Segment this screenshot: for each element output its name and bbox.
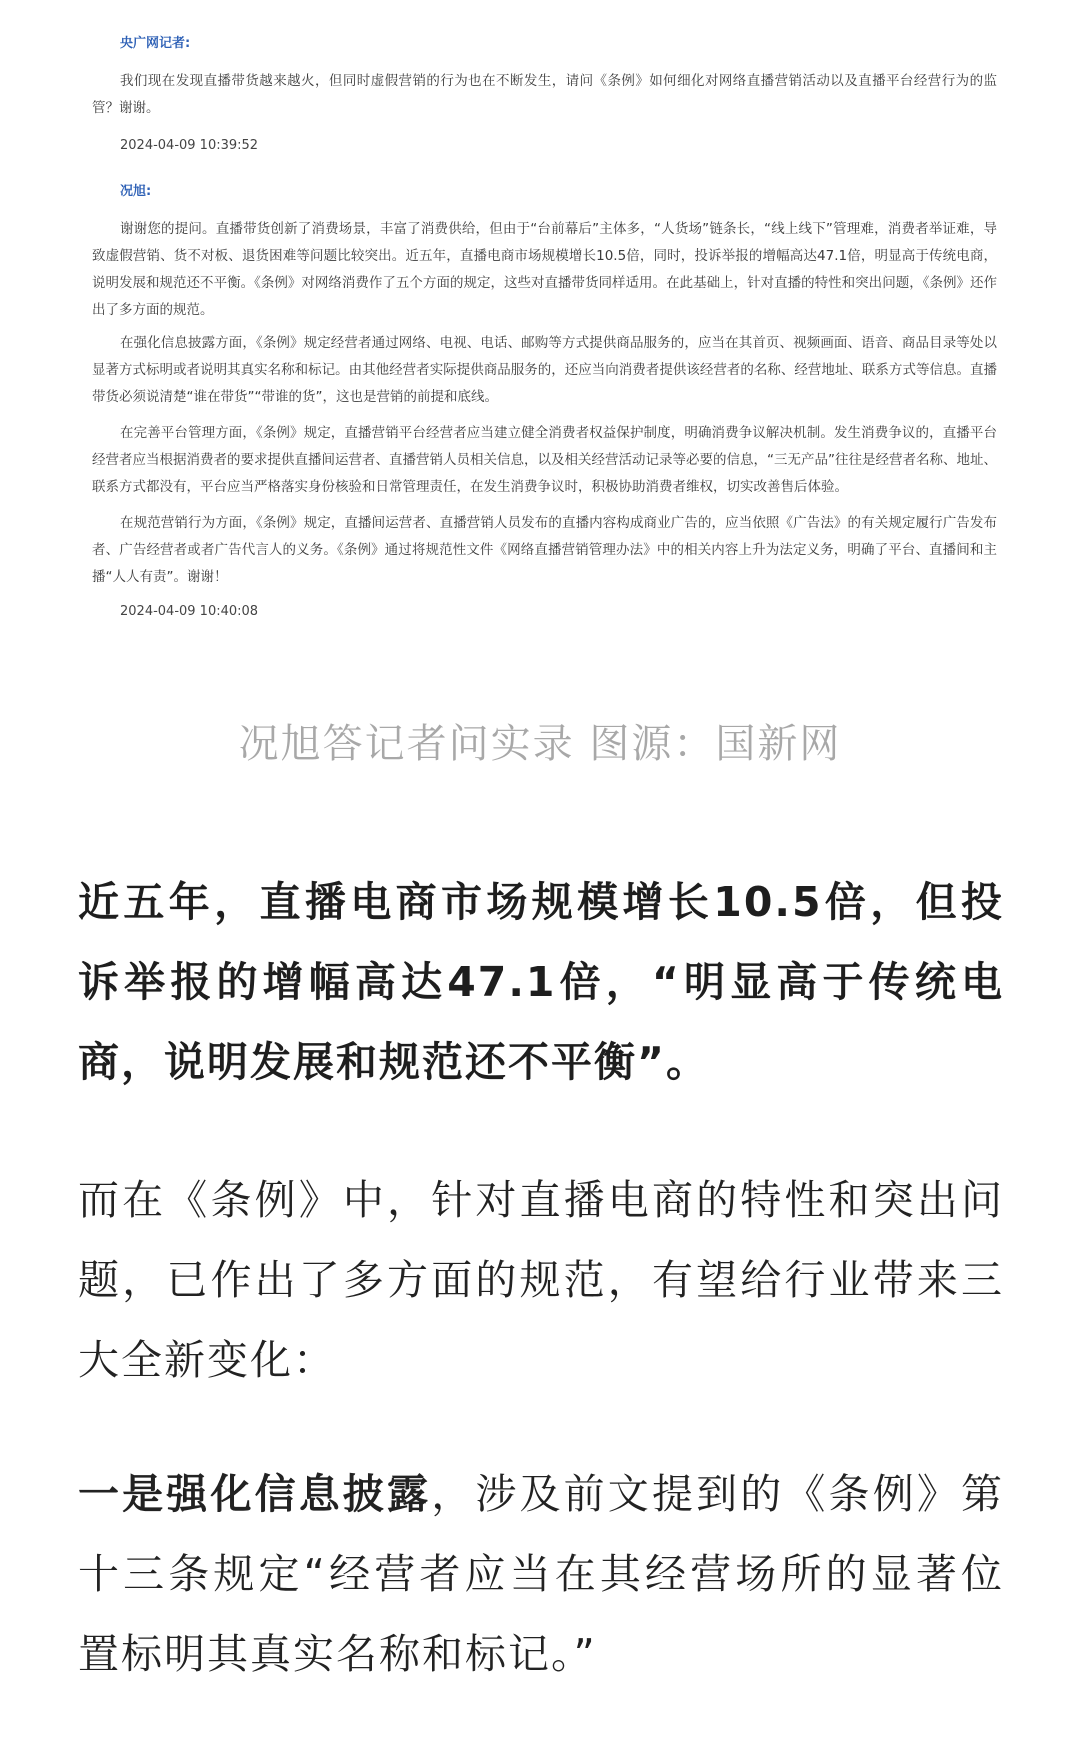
question-timestamp: 2024-04-09 10:39:52 [120, 138, 259, 153]
article-paragraph-3 [78, 1454, 1004, 1694]
answer-paragraph-1: 谢谢您的提问。直播带货创新了消费场景，丰富了消费供给，但由于“台前幕后”主体多，“人货场”链条长，“线上线下”管理难，消费者举证难，导致虚假营销、货不对板、退货困难等问题比较突出。近五年，直播电商市场规模增长10.5倍，同时，投诉举报的增幅高达47.1倍，明显高于传统电商，说明发展和规范还不平衡。《条例》对网络消费作了五个方面的规定，这些对直播带货同样适用。在此基础上，针对直播的特性和突出问题，《条例》还作出了多方面的规范。 [92, 221, 997, 318]
image-caption: 况旭答记者问实录 图源：国新网 [238, 721, 842, 767]
reporter-question: 我们现在发现直播带货越来越火，但同时虚假营销的行为也在不断发生，请问《条例》如何细化对网络直播营销活动以及直播平台经营行为的监管？谢谢。 [92, 73, 997, 116]
answer-paragraph-2: 在强化信息披露方面，《条例》规定经营者通过网络、电视、电话、邮购等方式提供商品服务的，应当在其首页、视频画面、语音、商品目录等处以显著方式标明或者说明其真实名称和标记。由其他经营者实际提供商品服务的，还应当向消费者提供该经营者的名称、经营地址、联系方式等信息。直播带货必须说清楚“谁在带货”“带谁的货”，这也是营销的前提和底线。 [92, 335, 997, 405]
answer-paragraph-3: 在完善平台管理方面，《条例》规定，直播营销平台经营者应当建立健全消费者权益保护制度，明确消费争议解决机制。发生消费争议的，直播平台经营者应当根据消费者的要求提供直播间运营者、直播营销人员相关信息，以及相关经营活动记录等必要的信息，“三无产品”往往是经营者名称、地址、联系方式都没有，平台应当严格落实身份核验和日常管理责任，在发生消费争议时，积极协助消费者维权，切实改善售后体验。 [92, 425, 997, 495]
qa-transcript-screenshot [0, 0, 1080, 700]
answer-paragraph-4: 在规范营销行为方面，《条例》规定，直播间运营者、直播营销人员发布的直播内容构成商业广告的，应当依照《广告法》的有关规定履行广告发布者、广告经营者或者广告代言人的义务。《条例》通过将规范性文件《网络直播营销管理办法》中的相关内容上升为法定义务，明确了平台、直播间和主播“人人有责”。谢谢！ [92, 515, 997, 585]
article-paragraph-3-lead: 一是强化信息披露 [78, 1470, 432, 1518]
article-paragraph-2: 而在《条例》中，针对直播电商的特性和突出问题，已作出了多方面的规范，有望给行业带来三大全新变化： [78, 1176, 1004, 1384]
answer-timestamp: 2024-04-09 10:40:08 [120, 604, 259, 619]
reporter-label: 央广网记者: [120, 36, 191, 51]
article-paragraph-3-rest: ，涉及前文提到的《条例》第十三条规定“经营者应当在其经营场所的显著位置标明其真实名称和标记。” [78, 1470, 1005, 1678]
answerer-label: 况旭: [120, 184, 152, 199]
article-paragraph-1: 近五年，直播电商市场规模增长10.5倍，但投诉举报的增幅高达47.1倍，“明显高于传统电商，说明发展和规范还不平衡”。 [78, 878, 1004, 1086]
